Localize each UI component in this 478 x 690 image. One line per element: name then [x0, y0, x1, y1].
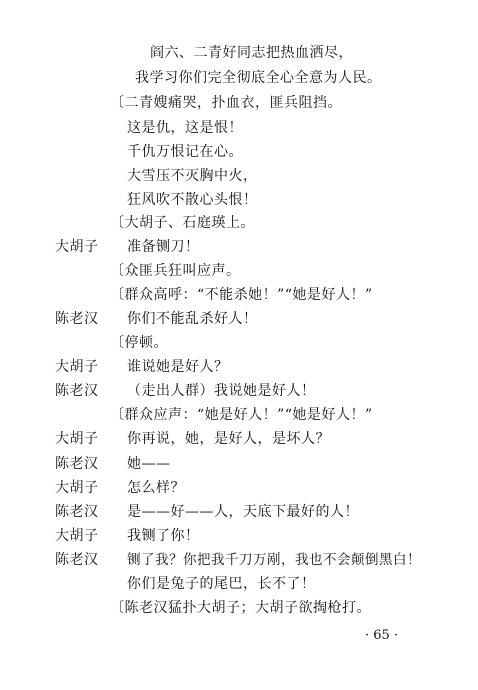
speaker-label: 大胡子: [55, 239, 99, 255]
speaker-label: 陈老汉: [55, 311, 99, 327]
stage-direction: 〔陈老汉猛扑大胡子；大胡子欲掏枪打。: [110, 600, 371, 616]
dialogue-line: 谁说她是好人？: [127, 359, 229, 375]
dialogue-line: 怎么样？: [127, 480, 185, 496]
dialogue-line: （走出人群）我说她是好人！: [127, 383, 316, 399]
stage-direction: 〔众匪兵狂叫应声。: [110, 263, 241, 279]
speaker-label: 陈老汉: [55, 504, 99, 520]
verse-line: 阎六、二青好同志把热血洒尽，: [150, 45, 353, 61]
dialogue-line: 你们不能乱杀好人！: [127, 311, 258, 327]
dialogue-line: 铡了我？你把我千刀万剐，我也不会颠倒黑白！: [127, 552, 421, 568]
stage-direction: 〔停顿。: [110, 335, 168, 351]
speaker-label: 大胡子: [55, 480, 99, 496]
stage-direction: 〔群众高呼：“不能杀她！”“她是好人！”: [110, 287, 373, 303]
dialogue-line: 是——好——人，天底下最好的人！: [127, 504, 359, 520]
verse-line: 我学习你们完全彻底全心全意为人民。: [135, 70, 382, 86]
speaker-label: 大胡子: [55, 528, 99, 544]
dialogue-line: 准备铡刀！: [127, 239, 200, 255]
lyric-line: 狂风吹不散心头恨！: [127, 192, 258, 208]
page-number: · 65 ·: [365, 628, 399, 643]
lyric-line: 大雪压不灭胸中火，: [127, 168, 258, 184]
speaker-label: 陈老汉: [55, 383, 99, 399]
speaker-label: 大胡子: [55, 359, 99, 375]
stage-direction: 〔二青嫂痛哭，扑血衣，匪兵阻挡。: [110, 95, 342, 111]
speaker-label: 陈老汉: [55, 552, 99, 568]
dialogue-line: 你们是兔子的尾巴，长不了！: [127, 576, 316, 592]
dialogue-line: 我铡了你！: [127, 528, 200, 544]
stage-direction: 〔群众应声：“她是好人！”“她是好人！”: [110, 407, 373, 423]
stage-direction: 〔大胡子、石庭瑛上。: [110, 215, 255, 231]
dialogue-line: 你再说，她，是好人，是坏人？: [127, 431, 330, 447]
dialogue-line: 她——: [127, 456, 171, 472]
speaker-label: 陈老汉: [55, 456, 99, 472]
speaker-label: 大胡子: [55, 431, 99, 447]
lyric-line: 千仇万恨记在心。: [127, 144, 243, 160]
lyric-line: 这是仇，这是恨！: [127, 120, 243, 136]
